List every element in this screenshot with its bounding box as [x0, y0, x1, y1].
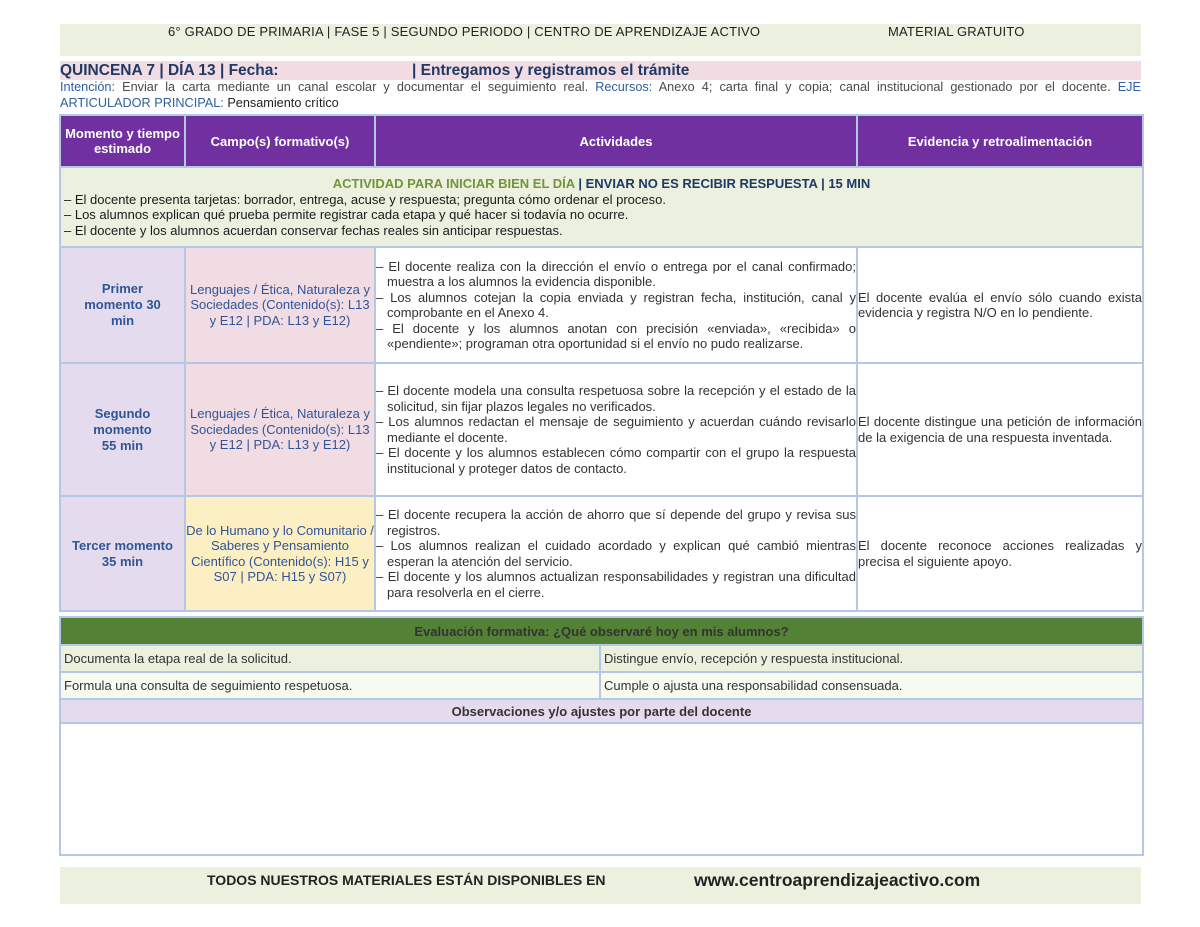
moment-cell: Segundo momento 55 min	[60, 363, 185, 496]
campo-cell: Lenguajes / Ética, Naturaleza y Sociedades (Contenido(s): L13 y E12 | PDA: L13 y E12)	[185, 247, 375, 363]
table-row	[60, 247, 1143, 363]
lesson-title-date: QUINCENA 7 | DÍA 13 | Fecha:	[60, 62, 279, 79]
activities-cell	[375, 496, 857, 611]
list-item: – El docente y los alumnos establecen cómo compartir con el grupo la respuesta institucional y proteger datos de contacto.	[376, 445, 856, 476]
evaluation-item: Formula una consulta de seguimiento respetuosa.	[60, 672, 600, 699]
evidence-cell: El docente evalúa el envío sólo cuando exista evidencia y registra N/O en lo pendiente.	[857, 247, 1143, 363]
list-item: – El docente recupera la acción de ahorro que sí depende del grupo y revisa sus registros.	[376, 507, 856, 538]
footer-website-link[interactable]: www.centroaprendizajeactivo.com	[694, 870, 981, 890]
evidence-cell: El docente distingue una petición de información de la exigencia de una respuesta inventada.	[857, 363, 1143, 496]
list-item: – Los alumnos cotejan la copia enviada y registran fecha, institución, canal y comprobante en el Anexo 4.	[376, 289, 856, 320]
activities-cell	[375, 247, 857, 363]
list-item: – El docente y los alumnos anotan con precisión «enviada», «recibida» o «pendiente»; programan otra oportunidad si el envío no pudo realizarse.	[376, 320, 856, 351]
resources-label: Recursos:	[595, 80, 653, 94]
list-item: – El docente y los alumnos actualizan responsabilidades y registran una dificultad para resolverla en el cierre.	[376, 569, 856, 600]
list-item: – El docente modela una consulta respetuosa sobre la recepción y el estado de la solicitud, sin fijar plazos legales no verificados.	[376, 383, 856, 414]
footer-band	[60, 867, 1141, 904]
intent-label: Intención:	[60, 80, 116, 94]
header-campo: Campo(s) formativo(s)	[185, 115, 375, 167]
evaluation-title: Evaluación formativa: ¿Qué observaré hoy en mis alumnos?	[60, 617, 1143, 645]
header-free-material: MATERIAL GRATUITO	[888, 24, 1025, 39]
evaluation-table	[59, 616, 1144, 856]
observations-input-area[interactable]	[60, 723, 1143, 855]
start-activity-list	[61, 192, 1142, 247]
lesson-title-bar	[60, 61, 1141, 80]
lesson-title-topic: | Entregamos y registramos el trámite	[412, 62, 690, 79]
list-item: – El docente presenta tarjetas: borrador, entrega, acuse y respuesta; pregunta cómo ordenar el proceso.	[64, 191, 666, 207]
evidence-cell: El docente reconoce acciones realizadas y precisa el siguiente apoyo.	[857, 496, 1143, 611]
resources-text: Anexo 4; carta final y copia; canal institucional gestionado por el docente.	[652, 80, 1118, 94]
header-moment: Momento y tiempo estimado	[60, 115, 185, 167]
start-activity-title: ACTIVIDAD PARA INICIAR BIEN EL DÍA | ENVIAR NO ES RECIBIR RESPUESTA | 15 MIN	[332, 176, 871, 191]
list-item: – El docente realiza con la dirección el envío o entrega por el canal confirmado; muestra a los alumnos la evidencia disponible.	[376, 258, 856, 289]
header-evidence: Evidencia y retroalimentación	[857, 115, 1143, 167]
evaluation-item: Documenta la etapa real de la solicitud.	[60, 645, 600, 672]
header-info: 6° GRADO DE PRIMARIA | FASE 5 | SEGUNDO PERIODO | CENTRO DE APRENDIZAJE ACTIVO	[168, 24, 761, 39]
list-item: – Los alumnos redactan el mensaje de seguimiento y acuerdan cuándo revisarlo mediante el docente.	[376, 414, 856, 445]
list-item: – Los alumnos realizan el cuidado acordado y explican qué cambió mientras esperan la atención del servicio.	[376, 538, 856, 569]
list-item: – Los alumnos explican qué prueba permite registrar cada etapa y qué hacer si todavía no ocurre.	[64, 207, 629, 222]
campo-cell: Lenguajes / Ética, Naturaleza y Sociedades (Contenido(s): L13 y E12 | PDA: L13 y E12)	[185, 363, 375, 496]
evaluation-item: Cumple o ajusta una responsabilidad consensuada.	[600, 672, 1143, 699]
moment-cell: Primer momento 30 min	[60, 247, 185, 363]
table-row	[60, 496, 1143, 611]
footer-text: TODOS NUESTROS MATERIALES ESTÁN DISPONIBLES EN	[207, 872, 606, 888]
header-activities: Actividades	[375, 115, 857, 167]
list-item: – El docente y los alumnos acuerdan conservar fechas reales sin anticipar respuestas.	[64, 222, 563, 238]
table-row	[60, 363, 1143, 496]
evaluation-item: Distingue envío, recepción y respuesta institucional.	[600, 645, 1143, 672]
activities-table	[59, 114, 1144, 612]
header-band	[60, 24, 1141, 56]
intent-text: Enviar la carta mediante un canal escolar y documentar el seguimiento real.	[115, 80, 596, 94]
activities-cell	[375, 363, 857, 496]
observations-title: Observaciones y/o ajustes por parte del docente	[60, 699, 1143, 723]
axis-label: EJE ARTICULADOR PRINCIPAL:	[60, 80, 1141, 110]
intent-paragraph	[60, 80, 1141, 111]
moment-cell: Tercer momento 35 min	[60, 496, 185, 611]
axis-text: Pensamiento crítico	[223, 95, 339, 110]
campo-cell: De lo Humano y lo Comunitario / Saberes y Pensamiento Científico (Contenido(s): H15 y S07 | PDA: H15 y S07)	[185, 496, 375, 611]
start-activity-cell	[60, 167, 1143, 247]
